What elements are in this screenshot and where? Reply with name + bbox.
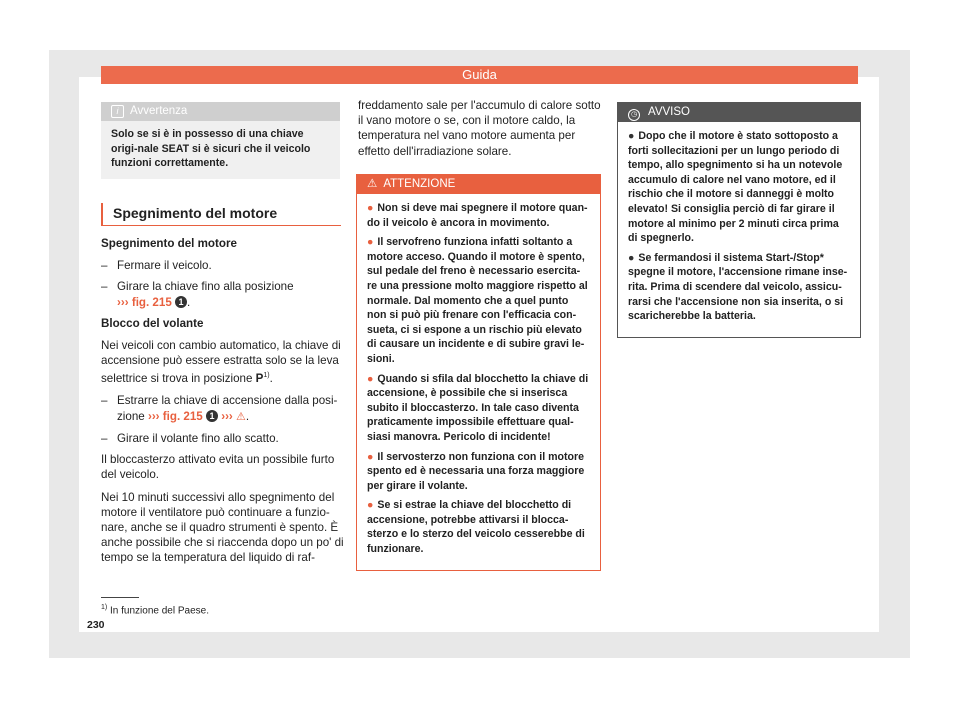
footnote xyxy=(101,604,209,616)
note-box-text: Solo se si è in possesso di una chiave origi-nale SEAT si è sicuri che il veicolo funzioni correttamente. xyxy=(111,128,311,170)
avviso-item-text: Se fermandosi il sistema Start-/Stop* spegne il motore, l'accensione rimane inse-rita. Prima di scendere dal veicolo, assicu-rarsi che l'accensione non sia inserita, o si scaricherebbe la batteria. xyxy=(628,251,848,323)
avviso-box xyxy=(617,102,861,338)
chapter-header: Guida xyxy=(101,66,858,84)
warning-triangle-icon: ⚠ xyxy=(367,178,378,190)
step-3-end: . xyxy=(245,409,250,423)
fig-215-link-2[interactable]: fig. 215 xyxy=(162,409,203,423)
paragraph-continuation: freddamento sale per l'accumulo di calore sotto il vano motore o se, con il motore caldo, la temperatura nel vano motore aumenta per effetto dell'irradiazione solare. xyxy=(358,99,601,158)
attention-item-text: Il servofreno funziona infatti soltanto a motore acceso. Quando il motore è spento, sul pedale del freno è necessario esercita-re una pressione molto maggiore rispetto al normale. Dal momento che a quel punto non si può più frenare con l'efficacia con-sueta, ci si espone a un rischio più elevato di causare un incidente e di subire gravi le-sioni. xyxy=(367,236,588,365)
attention-box-header xyxy=(357,175,600,194)
step-4: – Girare il volante fino allo scatto. xyxy=(101,431,346,446)
paragraph-ventilatore: Nei 10 minuti successivi allo spegnimento del motore il ventilatore può continuare a funzio-nare, anche se il quadro strumenti è spento. È anche possibile che si riaccenda dopo un po' di tempo se la temperatura del liquido di raf- xyxy=(101,490,344,565)
section-divider xyxy=(101,225,341,226)
note-box-title: Avvertenza xyxy=(130,105,188,117)
subheading-blocco-volante: Blocco del volante xyxy=(101,316,204,330)
paragraph-blocco-end: . xyxy=(269,372,273,386)
step-3 xyxy=(101,393,346,424)
bullet-icon: ● xyxy=(628,251,635,264)
callout-1-badge: 1 xyxy=(175,296,187,308)
paragraph-furto: Il bloccasterzo attivato evita un possibile furto del veicolo. xyxy=(101,453,335,482)
bullet-icon: ● xyxy=(367,202,374,214)
attention-item-text: Quando si sfila dal blocchetto la chiave di accensione, è possibile che si inserisca subito il bloccasterzo. In tale caso diventa praticamente impossibile effettuare qual-siasi manovra. Pericolo di incidente! xyxy=(367,372,589,443)
step-3-ref-arrow: ››› xyxy=(147,409,160,423)
footnote-text: In funzione del Paese. xyxy=(110,605,209,617)
bullet-icon: ● xyxy=(367,236,374,249)
step-2-end: . xyxy=(187,295,191,309)
avviso-box-header xyxy=(618,103,860,122)
attention-item xyxy=(367,201,590,230)
step-2-ref-arrow: ››› xyxy=(117,295,129,309)
bullet-icon: ● xyxy=(367,372,374,385)
step-1: – Fermare il veicolo. xyxy=(101,258,346,273)
attention-box-body xyxy=(357,194,600,570)
footnote-divider xyxy=(101,597,139,598)
attention-item-text: Non si deve mai spegnere il motore quan-do il veicolo è ancora in movimento. xyxy=(367,202,588,229)
subheading-spegnimento: Spegnimento del motore xyxy=(101,237,237,250)
info-icon: i xyxy=(111,105,124,118)
avviso-item xyxy=(628,129,850,246)
callout-1-badge-2: 1 xyxy=(206,410,218,422)
middle-column xyxy=(358,98,601,166)
bullet-icon: ● xyxy=(628,130,635,142)
fig-215-link[interactable]: fig. 215 xyxy=(131,295,172,309)
step-2 xyxy=(101,279,346,309)
bullet-icon: ● xyxy=(367,450,374,463)
avviso-box-title: AVVISO xyxy=(648,106,690,118)
note-box xyxy=(101,102,340,179)
step-3-text: Estrarre la chiave di accensione dalla posi-zione xyxy=(117,394,338,423)
attention-item xyxy=(367,372,590,445)
footnote-ref[interactable]: 1) xyxy=(263,372,270,380)
footnote-mark: 1) xyxy=(101,604,108,611)
avviso-item xyxy=(628,251,850,324)
bullet-icon: ● xyxy=(367,499,374,512)
step-2-text: Girare la chiave fino alla posizione xyxy=(117,280,294,294)
step-3-ref-arrow-2: ››› xyxy=(221,409,233,423)
warning-triangle-icon[interactable]: ⚠ xyxy=(236,410,246,423)
section-title: Spegnimento del motore xyxy=(101,203,352,225)
clock-icon: ◷ xyxy=(628,109,640,121)
paragraph-blocco-text: Nei veicoli con cambio automatico, la chiave di accensione può essere estratta solo se la leva selettrice si trova in posizione xyxy=(101,339,341,386)
page-number: 230 xyxy=(87,619,105,631)
avviso-box-body xyxy=(618,122,860,337)
attention-box-title: ATTENZIONE xyxy=(383,178,456,190)
paragraph-blocco xyxy=(101,338,346,386)
attention-item-text: Il servosterzo non funziona con il motore spento ed è necessaria una forza maggiore per girare il volante. xyxy=(367,450,585,492)
attention-item xyxy=(367,450,590,494)
attention-box xyxy=(356,174,601,571)
left-column xyxy=(101,236,346,573)
attention-item-text: Se si estrae la chiave del blocchetto di accensione, potrebbe attivarsi il blocca-sterzo e lo sterzo del veicolo cesserebbe di funzionare. xyxy=(367,499,585,556)
gear-position-p: P xyxy=(255,372,264,386)
note-box-header xyxy=(101,102,340,121)
attention-item xyxy=(367,235,590,366)
avviso-item-text: Dopo che il motore è stato sottoposto a forti sollecitazioni per un lungo periodo di tempo, allo spegnimento si ha un notevole accumulo di calore nel vano motore, ed il rischio che il motore si danneggi è molto elevato! Si consiglia perciò di far girare il motore al minimo per 2 minuti circa prima di spegnerlo. xyxy=(628,130,843,245)
attention-item xyxy=(367,498,590,556)
